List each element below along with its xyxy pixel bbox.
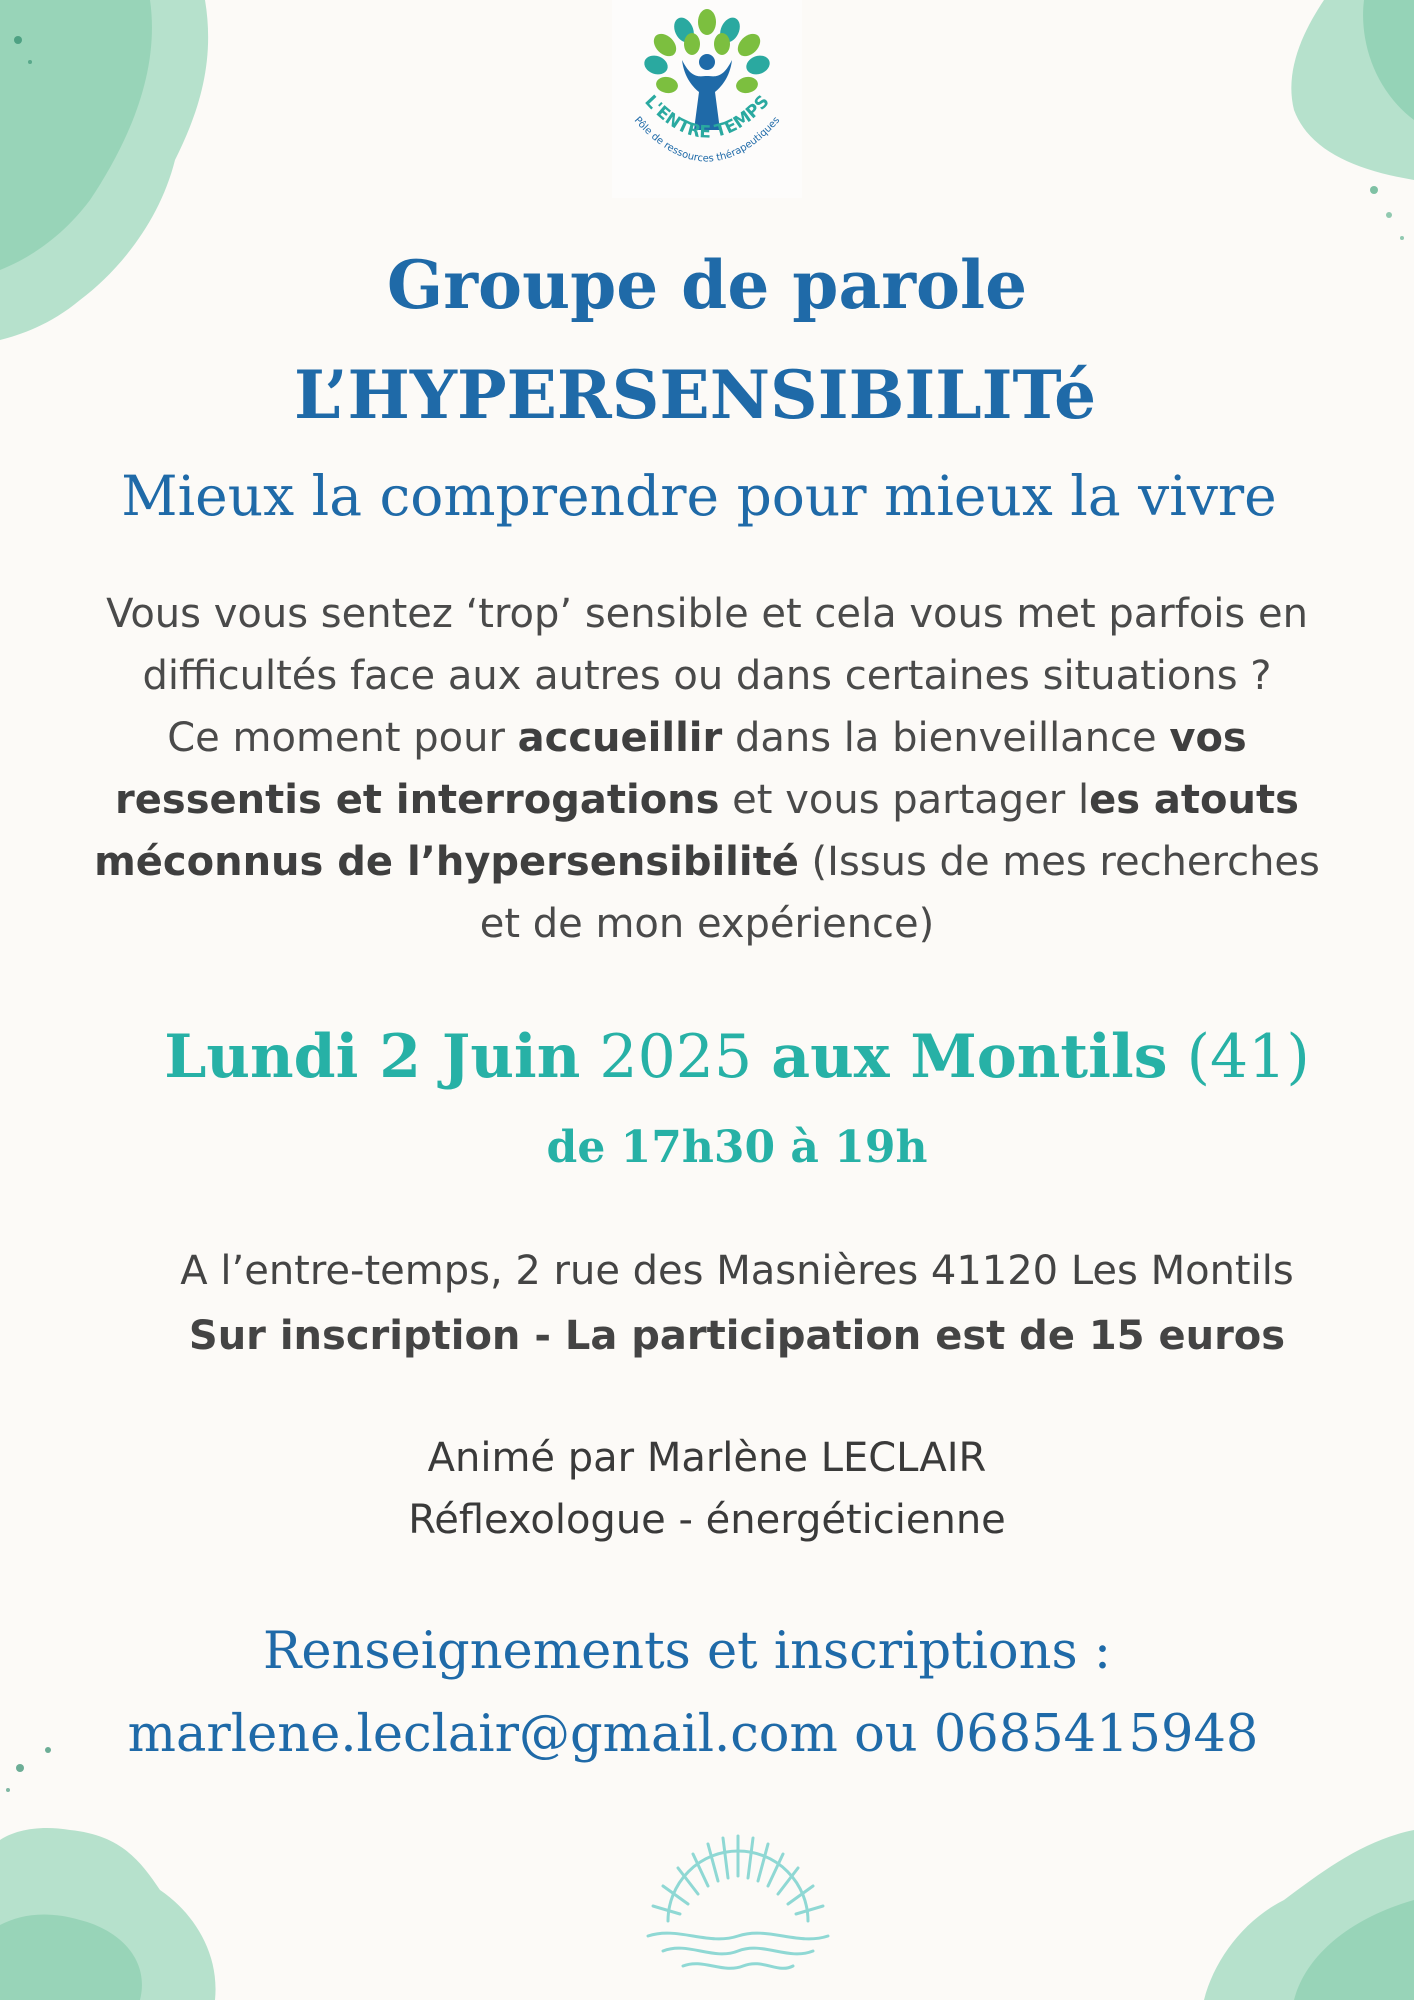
intro-line: difficultés face aux autres ou dans certaines situations ? [142,653,1272,699]
intro-bold: accueillir [517,715,723,761]
logo-tagline: Pôle de ressources thérapeutiques [631,114,783,165]
event-time: de 17h30 à 19h [546,1122,928,1173]
intro-text: dans la bienveillance [722,715,1170,761]
event-day: Lundi 2 Juin [164,1022,581,1092]
contact-phone[interactable]: 0685415948 [933,1705,1259,1764]
tree-person-icon [612,0,802,198]
animator-name: Animé par Marlène LECLAIR [427,1435,987,1481]
watercolor-corner-bottom-right [1184,1800,1414,2000]
contact-or: ou [837,1705,934,1764]
animator-role: Réflexologue - énergéticienne [408,1497,1006,1543]
intro-bold: es atouts [1089,777,1299,823]
intro-text: (Issus de mes recherches [798,839,1320,885]
title-line-2: L’HYPERSENSIBILITé [293,356,1097,434]
intro-line [30,831,1384,893]
intro-bold: ressentis et interrogations [115,777,720,823]
intro-line: Vous vous sentez ‘trop’ sensible et cela vous met parfois en [106,591,1308,637]
event-date [30,1022,1414,1092]
intro-line [30,769,1384,831]
event-place: aux Montils [771,1022,1168,1092]
contact-email[interactable]: marlene.leclair@gmail.com [127,1705,838,1764]
intro-line: et de mon expérience) [479,901,935,947]
watercolor-corner-top-right [1264,0,1414,260]
intro-line [30,707,1384,769]
intro-text: Ce moment pour [167,715,518,761]
title-line-1: Groupe de parole [386,246,1028,324]
intro-paragraph [30,583,1384,955]
logo [612,0,802,198]
inscription-info: Sur inscription - La participation est de 15 euros [188,1313,1286,1359]
address: A l’entre-temps, 2 rue des Masnières 41120 Les Montils [180,1248,1294,1294]
watercolor-corner-bottom-left [0,1740,230,2000]
intro-bold: vos [1169,715,1247,761]
sun-waves-icon [628,1826,848,1986]
event-year: 2025 [580,1022,772,1092]
intro-text: et vous partager l [719,777,1090,823]
contact-title: Renseignements et inscriptions : [262,1622,1112,1681]
event-dept: (41) [1167,1022,1310,1092]
intro-bold: méconnus de l’hypersensibilité [94,839,799,885]
logo-name: L'ENTRE TEMPS [640,91,774,143]
contact-line [0,1705,1400,1764]
subtitle: Mieux la comprendre pour mieux la vivre [121,464,1277,528]
